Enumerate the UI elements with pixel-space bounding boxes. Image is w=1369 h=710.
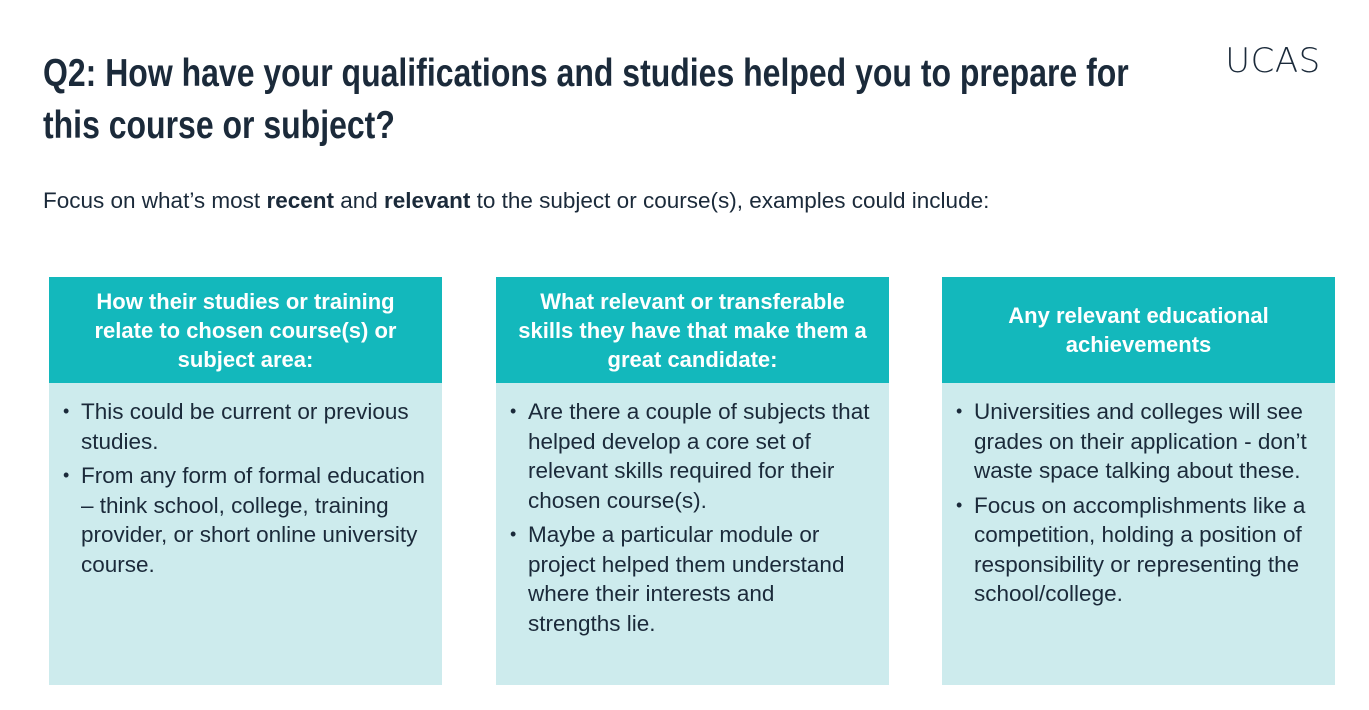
bullet-item: • Are there a couple of subjects that helped develop a core set of relevant skills required for their chosen course(s). — [510, 397, 873, 515]
ucas-logo: UCAS — [1225, 41, 1321, 81]
card-header: Any relevant educational achievements — [942, 277, 1335, 383]
card-achievements — [942, 277, 1335, 685]
card-studies — [49, 277, 442, 685]
bullet-item: • Universities and colleges will see grades on their application - don’t waste space talking about these. — [956, 397, 1319, 486]
intro-part-1: Focus on what’s most — [43, 188, 267, 213]
bullet-item: • Maybe a particular module or project helped them understand where their interests and strengths lie. — [510, 520, 873, 638]
card-header: What relevant or transferable skills they have that make them a great candidate: — [496, 277, 889, 383]
bullet-item: • Focus on accomplishments like a competition, holding a position of responsibility or representing the school/college. — [956, 491, 1319, 609]
page-title: Q2: How have your qualifications and studies helped you to prepare for this course or subject? — [43, 52, 1129, 147]
intro-part-2: and — [333, 188, 385, 213]
intro-bold-recent: recent — [266, 188, 334, 213]
intro-bold-relevant: relevant — [384, 188, 471, 213]
intro-text — [43, 186, 989, 216]
card-skills — [496, 277, 889, 685]
card-header: How their studies or training relate to chosen course(s) or subject area: — [49, 277, 442, 383]
intro-part-3: to the subject or course(s), examples could include: — [470, 188, 990, 213]
bullet-item: • This could be current or previous studies. — [63, 397, 426, 456]
bullet-list — [942, 383, 1335, 609]
bullet-list — [49, 383, 442, 579]
bullet-item: • From any form of formal education – think school, college, training provider, or short online university course. — [63, 461, 426, 579]
bullet-list — [496, 383, 889, 638]
